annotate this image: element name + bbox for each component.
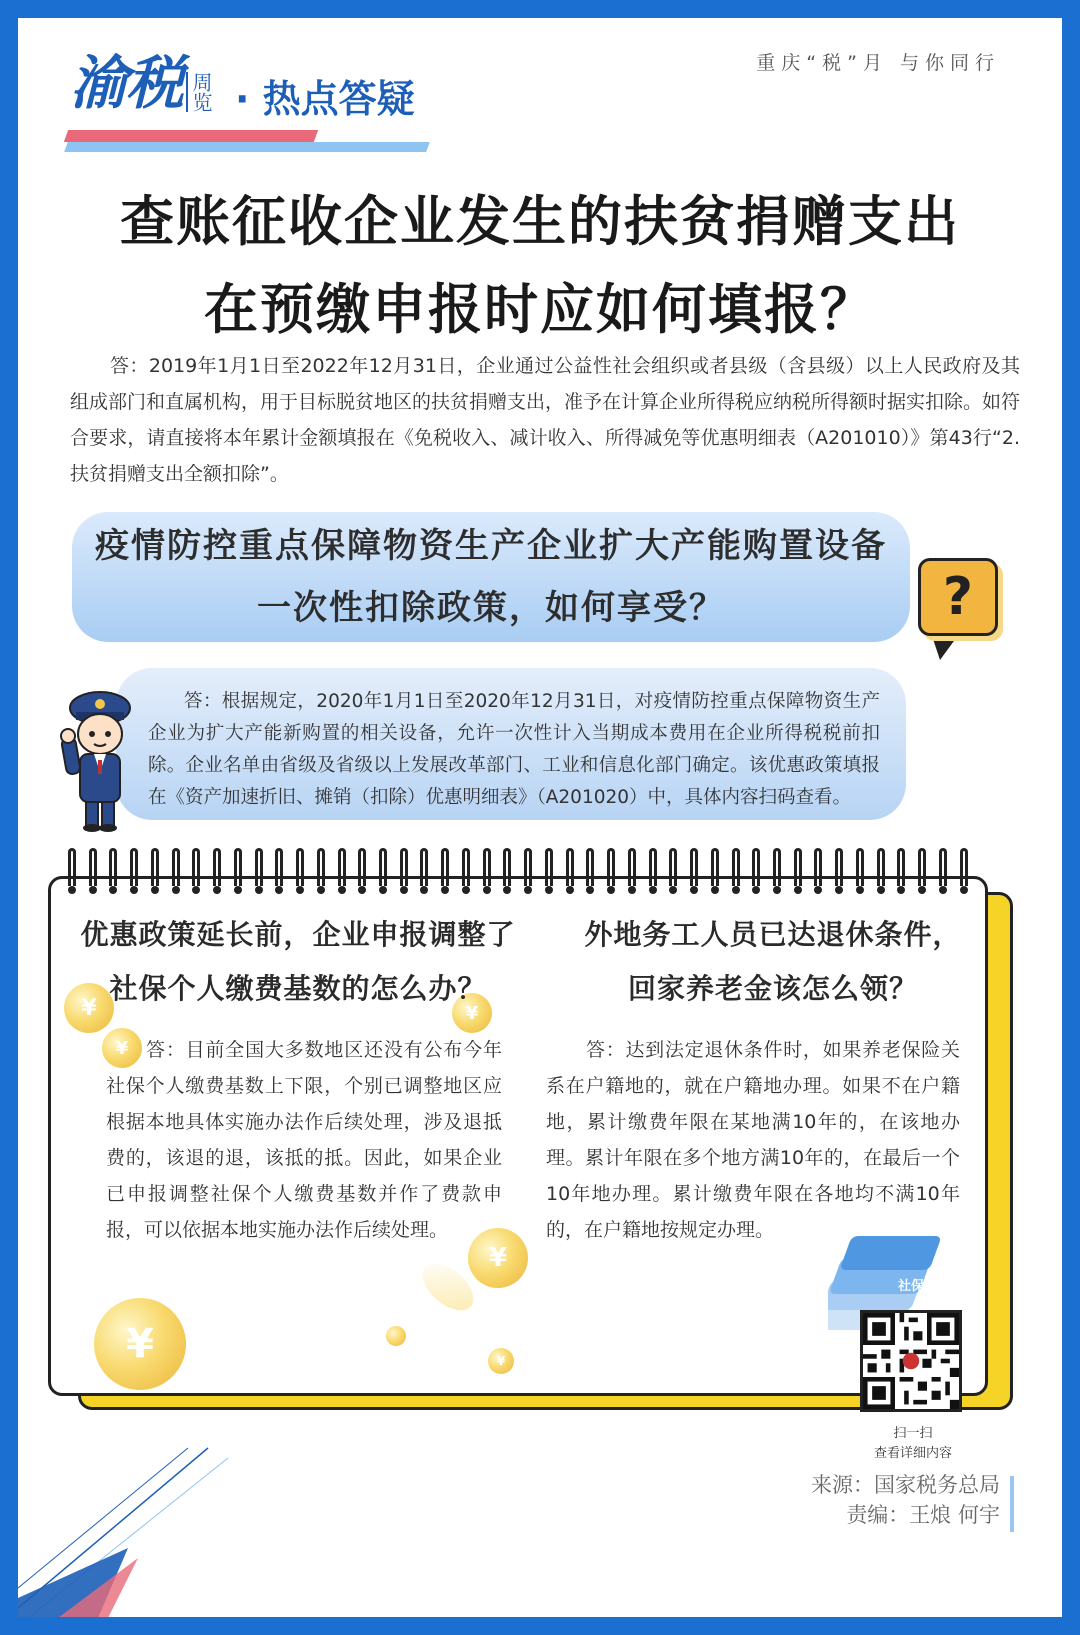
notebook-ring xyxy=(711,848,719,886)
question-3-title xyxy=(68,908,528,1016)
social-security-card-label: 社保 xyxy=(898,1279,925,1294)
notebook-ring xyxy=(732,848,740,886)
question-1-title-line-2: 在预缴申报时应如何填报？ xyxy=(204,278,876,341)
question-2-answer: 答：根据规定，2020年1月1日至2020年12月31日，对疫情防控重点保障物资生产企业为扩大产能新购置的相关设备，允许一次性计入当期成本费用在企业所得税税前扣除。企业名单由省级及省级以上发展改革部门、工业和信息化部门确定。该优惠政策填报在《资产加速折旧、摊销（扣除）优惠明细表》（A201020）中，具体内容扫码查看。 xyxy=(148,691,880,808)
footer-credits xyxy=(811,1470,1000,1530)
notebook-ring xyxy=(524,848,532,886)
notebook-ring xyxy=(151,848,159,886)
coin-icon: ¥ xyxy=(468,1228,528,1288)
notebook-ring xyxy=(918,848,926,886)
notebook-ring xyxy=(379,848,387,886)
notebook-ring xyxy=(856,848,864,886)
notebook-ring xyxy=(255,848,263,886)
brand-logo xyxy=(70,49,214,117)
question-3-title-line-2: 社保个人缴费基数的怎么办？ xyxy=(109,972,487,1005)
notebook-ring xyxy=(607,848,615,886)
notebook-ring xyxy=(420,848,428,886)
notebook-ring xyxy=(566,848,574,886)
header-divider-red xyxy=(64,130,318,142)
notebook-ring xyxy=(358,848,366,886)
question-3-answer: 答：目前全国大多数地区还没有公布今年社保个人缴费基数上下限，个别已调整地区应根据本地具体实施办法作后续处理，涉及退抵费的，该退的退，该抵的抵。因此，如果企业已申报调整社保个人缴费基数并作了费款申报，可以依据本地实施办法作后续处理。 xyxy=(106,1039,502,1241)
notebook-ring xyxy=(483,848,491,886)
notebook-ring xyxy=(649,848,657,886)
notebook-ring xyxy=(814,848,822,886)
tax-officer-mascot-icon xyxy=(58,686,138,836)
notebook-ring xyxy=(89,848,97,886)
notebook-ring xyxy=(545,848,553,886)
question-3-title-line-1: 优惠政策延长前，企业申报调整了 xyxy=(80,918,516,951)
notebook-ring xyxy=(296,848,304,886)
notebook-ring xyxy=(462,848,470,886)
coin-icon: ¥ xyxy=(452,993,492,1033)
question-2-title-line-2: 一次性扣除政策，如何享受？ xyxy=(257,588,725,628)
notebook-ring xyxy=(503,848,511,886)
notebook-ring xyxy=(130,848,138,886)
notebook-ring xyxy=(773,848,781,886)
slogan: 重庆“税”月 与你同行 xyxy=(756,52,1000,74)
header-divider-blue xyxy=(64,142,430,152)
question-1-answer: 答：2019年1月1日至2022年12月31日，企业通过公益性社会组织或者县级（含县级）以上人民政府及其组成部门和直属机构，用于目标脱贫地区的扶贫捐赠支出，准予在计算企业所得税应纳税所得额时据实扣除。如符合要求，请直接将本年累计金额填报在《免税收入、减计收入、所得减免等优惠明细表（A201010）》第43行“2.扶贫捐赠支出全额扣除”。 xyxy=(70,355,1021,485)
question-2-answer-bubble xyxy=(116,668,906,820)
logo-main-text: 渝税 xyxy=(70,49,183,117)
notebook-ring xyxy=(939,848,947,886)
notebook-ring xyxy=(400,848,408,886)
question-4-title-line-2: 回家养老金该怎么领？ xyxy=(627,972,918,1005)
notebook-ring xyxy=(794,848,802,886)
notebook-ring xyxy=(877,848,885,886)
qr-caption-line-2: 查看详细内容 xyxy=(873,1446,952,1461)
poster-page xyxy=(18,18,1062,1617)
footer-editor: 责编：王烺 何宇 xyxy=(846,1503,1000,1527)
notebook-ring xyxy=(441,848,449,886)
notebook-ring xyxy=(234,848,242,886)
question-1-title-line-1: 查账征收企业发生的扶贫捐赠支出 xyxy=(120,190,960,253)
coin-icon xyxy=(386,1326,406,1346)
qr-code-icon xyxy=(863,1313,959,1409)
qr-caption-line-1: 扫一扫 xyxy=(893,1426,933,1441)
coin-icon: ¥ xyxy=(64,983,114,1033)
notebook-ring xyxy=(669,848,677,886)
question-4-answer: 答：达到法定退休条件时，如果养老保险关系在户籍地的，就在户籍地办理。如果不在户籍地，累计缴费年限在某地满10年的，在该地办理。累计年限在多个地方满10年的，在最后一个10年地办理。累计缴费年限在各地均不满10年的，在户籍地按规定办理。 xyxy=(546,1039,960,1241)
logo-sub-text: 周览 xyxy=(186,72,212,112)
question-4-title xyxy=(548,908,998,1016)
question-mark-icon: ? xyxy=(918,558,998,636)
notebook-ring xyxy=(109,848,117,886)
footer-accent-bar xyxy=(1010,1476,1014,1532)
notebook-ring xyxy=(752,848,760,886)
notebook-ring xyxy=(628,848,636,886)
notebook-ring xyxy=(690,848,698,886)
notebook-ring xyxy=(960,848,968,886)
coin-icon: ¥ xyxy=(94,1298,186,1390)
notebook-ring xyxy=(317,848,325,886)
notebook-ring xyxy=(213,848,221,886)
coin-icon: ¥ xyxy=(102,1028,142,1068)
notebook-ring xyxy=(338,848,346,886)
notebook-ring xyxy=(897,848,905,886)
notebook-ring xyxy=(835,848,843,886)
notebook-ring xyxy=(586,848,594,886)
qr-code[interactable] xyxy=(860,1310,962,1412)
decorative-lines xyxy=(18,1438,238,1617)
notebook-ring xyxy=(68,848,76,886)
qr-caption xyxy=(838,1424,988,1464)
question-4-title-line-1: 外地务工人员已达退休条件， xyxy=(584,918,962,951)
question-1-title xyxy=(18,178,1062,354)
notebook-ring xyxy=(275,848,283,886)
section-title: · 热点答疑 xyxy=(235,77,415,121)
notebook-ring xyxy=(192,848,200,886)
notebook-ring xyxy=(172,848,180,886)
notebook-rings xyxy=(68,848,968,892)
question-2-bubble xyxy=(72,512,910,642)
coin-icon: ¥ xyxy=(488,1348,514,1374)
footer-source: 来源：国家税务总局 xyxy=(811,1473,1000,1497)
question-2-title-line-1: 疫情防控重点保障物资生产企业扩大产能购置设备 xyxy=(95,526,887,566)
